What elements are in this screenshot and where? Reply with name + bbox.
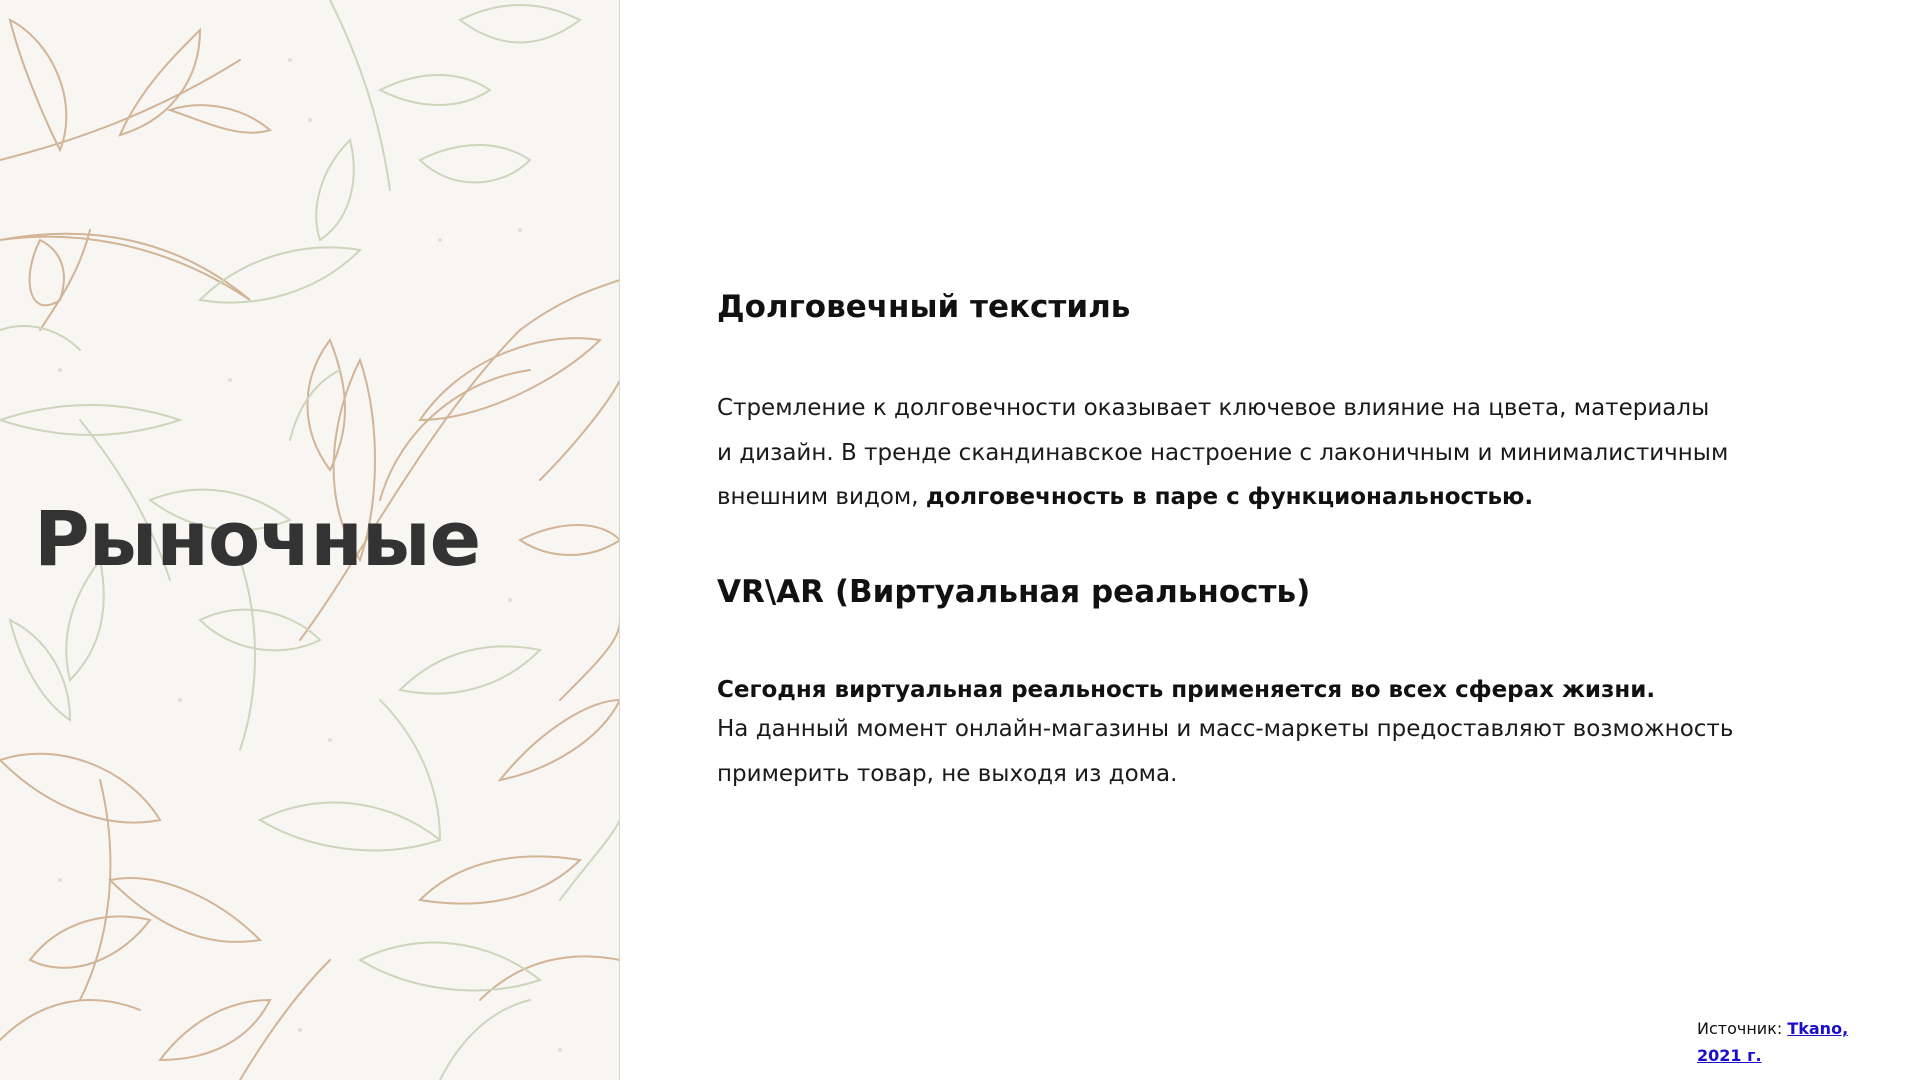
paragraph-line: примерить товар, не выходя из дома. [717,760,1178,787]
section-paragraph-vr-ar [717,707,1797,796]
source-label: Источник: [1697,1019,1788,1038]
decorative-left-panel [0,0,620,1080]
section-heading-durable-textile: Долговечный текстиль [717,289,1131,325]
section-lead-vr-ar: Сегодня виртуальная реальность применяется во всех сферах жизни. [717,677,1656,703]
left-panel-title: Рыночные [34,494,481,583]
paragraph-line: и дизайн. В тренде скандинавское настроение с лаконичным и минималистичным [717,439,1729,466]
panel-divider [619,0,620,1080]
paragraph-emphasis: долговечность в паре с функциональностью. [925,484,1534,510]
source-citation [1697,1015,1877,1069]
paragraph-line: внешним видом, [717,484,926,510]
source-link[interactable]: Tkano, 2021 г. [1697,1019,1849,1065]
section-heading-vr-ar: VR\AR (Виртуальная реальность) [717,574,1311,610]
paragraph-line: На данный момент онлайн-магазины и масс-маркеты предоставляют возможность [717,716,1734,742]
paragraph-line: Стремление к долговечности оказывает ключевое влияние на цвета, материалы [717,395,1710,421]
section-paragraph-durable-textile [717,386,1797,520]
